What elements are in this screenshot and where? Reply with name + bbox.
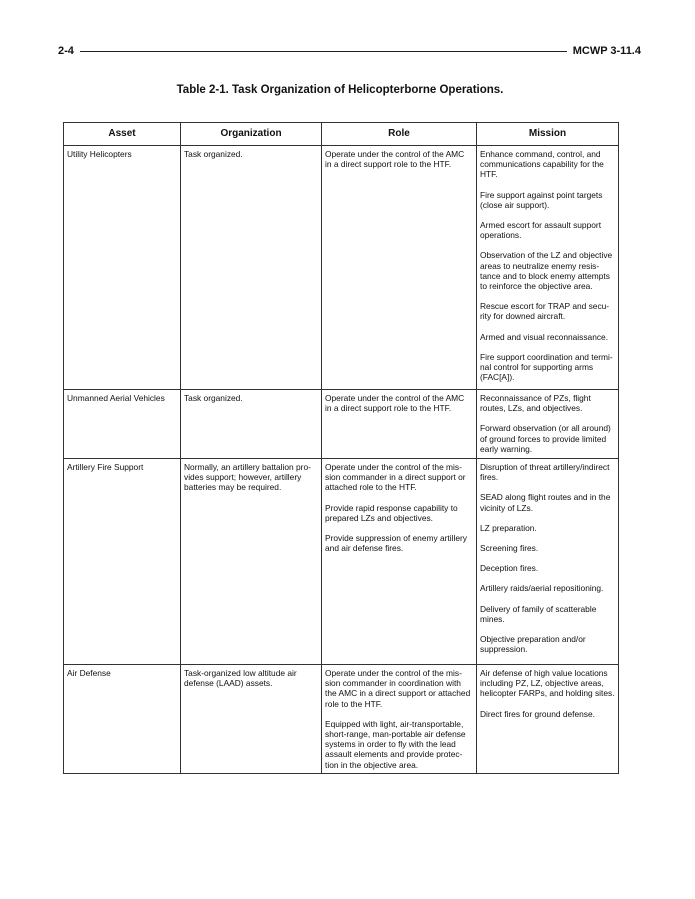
mission-text: Delivery of family of scatterable mines.	[480, 603, 597, 624]
table-row	[64, 390, 619, 459]
mission-text: Screening fires.	[480, 543, 539, 554]
cell-mission	[477, 665, 619, 774]
cell-role	[322, 390, 477, 459]
role-text: Provide suppression of enemy artillery and air defense fires.	[325, 533, 467, 554]
mission-text: Artillery raids/aerial repositioning.	[480, 583, 604, 594]
role-text: Equipped with light, air-transportable, short-range, man-portable air defense systems in order to fly with the lead assault elements and provide protec-tion in the objective area.	[325, 718, 466, 770]
table-row	[64, 665, 619, 774]
cell-role	[322, 459, 477, 665]
mission-text: Observation of the LZ and objective areas to neutralize enemy resis-tance and to block enemy attempts to reinforce the objective area.	[480, 250, 613, 292]
mission-text: Armed escort for assault support operations.	[480, 220, 602, 241]
mission-text: Direct fires for ground defense.	[480, 708, 595, 719]
mission-text: LZ preparation.	[480, 522, 537, 533]
role-text: Operate under the control of the AMC in a direct support role to the HTF.	[325, 149, 465, 170]
role-text: Operate under the control of the AMC in a direct support role to the HTF.	[325, 393, 465, 414]
page-number: 2-4	[58, 45, 74, 57]
mission-text: Enhance command, control, and communications capability for the HTF.	[480, 149, 604, 180]
cell-asset: Air Defense	[64, 665, 181, 774]
role-text: Provide rapid response capability to prepared LZs and objectives.	[325, 502, 458, 523]
cell-mission	[477, 459, 619, 665]
table-row	[64, 459, 619, 665]
column-header-mission: Mission	[477, 123, 619, 146]
cell-role	[322, 146, 477, 390]
cell-asset: Artillery Fire Support	[64, 459, 181, 665]
role-text: Operate under the control of the mis-sion commander in a direct support or attached role to the HTF.	[325, 462, 466, 493]
table-title: Table 2-1. Task Organization of Helicopterborne Operations.	[176, 84, 504, 96]
cell-asset: Utility Helicopters	[64, 146, 181, 390]
cell-organization	[181, 390, 322, 459]
role-text: Operate under the control of the mis-sion commander in coordination with the AMC in a direct support or attached role to the HTF.	[325, 668, 471, 709]
mission-text: Disruption of threat artillery/indirect fires.	[480, 462, 610, 483]
mission-text: Air defense of high value locations including PZ, LZ, objective areas, helicopter FARPs, and holding sites.	[480, 668, 615, 699]
organization-text: Task organized.	[184, 149, 243, 159]
document-id: MCWP 3-11.4	[572, 45, 641, 57]
mission-text: Fire support coordination and termi-nal control for supporting arms (FAC[A]).	[480, 351, 613, 383]
task-organization-table	[63, 122, 619, 774]
column-header-organization: Organization	[181, 123, 322, 146]
mission-text: Rescue escort for TRAP and secu-rity for downed aircraft.	[480, 301, 610, 322]
mission-text: Deception fires.	[480, 563, 539, 574]
mission-text: Armed and visual reconnaissance.	[480, 331, 609, 342]
cell-mission	[477, 146, 619, 390]
cell-organization	[181, 665, 322, 774]
cell-mission	[477, 390, 619, 459]
cell-role	[322, 665, 477, 774]
cell-organization	[181, 146, 322, 390]
organization-text: Normally, an artillery battalion pro-vides support; however, artillery batteries may be required.	[184, 462, 311, 493]
mission-text: Forward observation (or all around) of ground forces to provide limited early warning.	[480, 423, 611, 454]
table-header-row	[64, 123, 619, 146]
cell-asset: Unmanned Aerial Vehicles	[64, 390, 181, 459]
organization-text: Task-organized low altitude air defense (LAAD) assets.	[184, 668, 297, 689]
mission-text: SEAD along flight routes and in the vicinity of LZs.	[480, 492, 611, 513]
header-rule	[80, 51, 567, 52]
column-header-asset: Asset	[64, 123, 181, 146]
mission-text: Reconnaissance of PZs, flight routes, LZs, and objectives.	[480, 393, 591, 414]
column-header-role: Role	[322, 123, 477, 146]
mission-text: Fire support against point targets (close air support).	[480, 189, 603, 210]
table-row	[64, 146, 619, 390]
cell-organization	[181, 459, 322, 665]
page-header	[58, 43, 641, 59]
organization-text: Task organized.	[184, 393, 243, 403]
mission-text: Objective preparation and/or suppression.	[480, 634, 586, 655]
